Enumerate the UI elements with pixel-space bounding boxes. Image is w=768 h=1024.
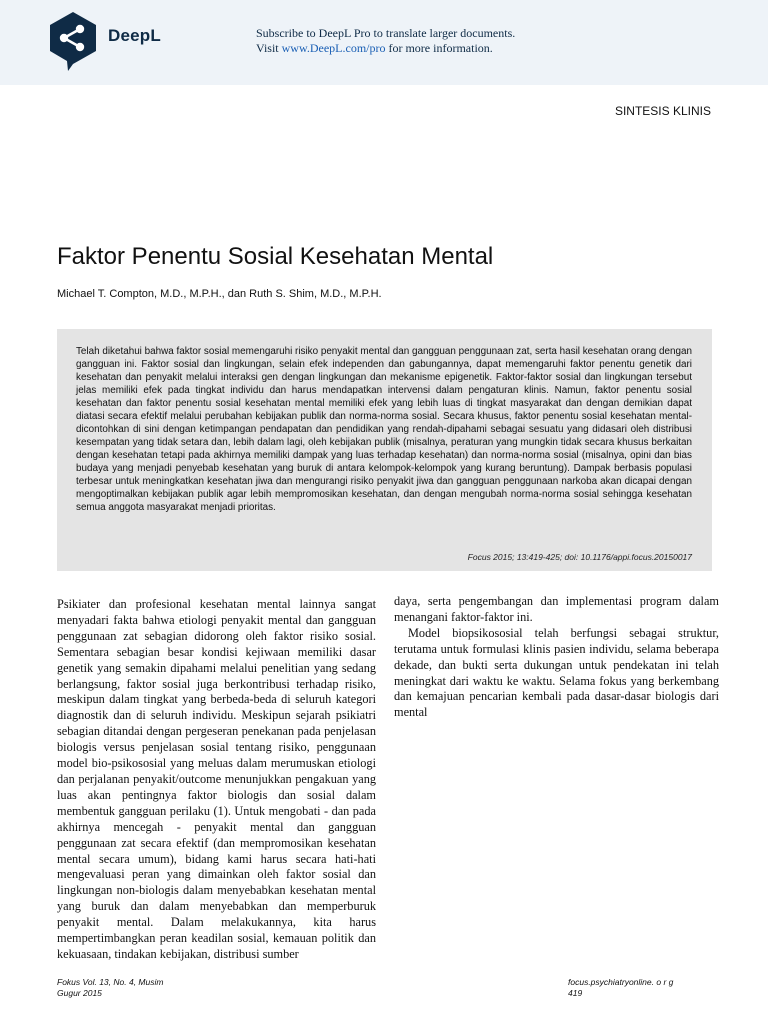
visit-line [256,41,515,56]
article-title: Faktor Penentu Sosial Kesehatan Mental [57,243,494,270]
footer-journal-info [57,977,163,999]
footer-journal-line: Fokus Vol. 13, No. 4, Musim [57,977,164,987]
footer-site-info [568,977,673,999]
deepl-pro-link[interactable]: www.DeepL.com/pro [281,41,386,55]
abstract-box [57,329,712,571]
visit-suffix: for more information. [385,41,493,55]
section-label: SINTESIS KLINIS [614,104,711,118]
citation: Focus 2015; 13:419-425; doi: 10.1176/appi.focus.20150017 [467,552,692,562]
deepl-logo-text[interactable]: DeepL [108,26,161,45]
abstract-text: Telah diketahui bahwa faktor sosial memengaruhi risiko penyakit mental dan gangguan penggunaan zat, serta hasil kesehatan orang dengan gangguan ini. Faktor sosial dan lingkungan, selain efek independen dan gabungannya, dapat memengaruhi faktor penentu genetik dari kesehatan dan penyakit melalui interaksi gen dengan lingkungan dan mekanisme epigenetik. Faktor-faktor sosial dan lingkungan tersebut jelas memiliki efek pada tingkat individu dan harus mendapatkan intervensi dalam pengaturan klinis. Namun, faktor penentu sosial kesehatan dan faktor penentu sosial kesehatan mental memiliki efek yang lebih luas di tingkat masyarakat dan dengan demikian dapat diatasi secara efektif melalui perubahan kebijakan publik dan norma-norma sosial. Secara khusus, faktor penentu sosial kesehatan mental-dicontohkan di sini dengan ketimpangan pendapatan dan pendidikan yang rendah-dipahami sebagai sesuatu yang didasari oleh distribusi kesempatan yang tidak setara dan, lebih dalam lagi, oleh kebijakan publik (misalnya, peraturan yang mungkin tidak secara khusus berkaitan dengan kesehatan tetapi pada akhirnya memiliki dampak yang luas terhadap kesehatan) dan norma-norma sosial (misalnya, opini dan bias budaya yang menjadi penyebab kesehatan yang buruk di antara kelompok-kelompok yang kurang beruntung). Dampak berbasis populasi terbesar untuk meningkatkan kesehatan jiwa dan mengurangi risiko penyakit jiwa dan gangguan penggunaan narkoba akan dicapai dengan mengoptimalkan kebijakan publik agar lebih mempromosikan kesehatan, dan dengan mengubah norma-norma sosial sehingga kesehatan semua anggota masyarakat menjadi prioritas. [76,346,692,513]
visit-prefix: Visit [256,41,282,55]
footer-season-line: Gugur 2015 [57,988,102,998]
body-column-left [57,597,376,963]
subscribe-line: Subscribe to DeepL Pro to translate larger documents. [256,26,516,40]
page-number: 419 [568,988,583,998]
body-paragraph: Psikiater dan profesional kesehatan mental lainnya sangat menyadari fakta bahwa etiologi penyakit mental dan gangguan penggunaan zat sebagian didorong oleh faktor risiko sosial. Sementara sebagian besar kondisi kejiwaan memiliki dasar genetik yang semakin dipahami melalui penelitian yang sedang berlangsung, faktor sosial juga berkontribusi terhadap risiko, meskipun dalam tingkat yang berbeda-beda di seluruh kategori diagnostik dan di seluruh individu. Meskipun sejarah psikiatri sebagian ditandai dengan pergeseran penekanan pada penjelasan biologis versus penjelasan sosial tentang risiko, penggunaan model bio-psikososial yang meluas dalam merumuskan etiologi dan perjalanan penyakit/outcome menunjukkan pengakuan yang luas akan pentingnya faktor biologis dan sosial dalam membentuk gangguan perilaku (1). Untuk mengobati - dan pada akhirnya mencegah - penyakit mental dan gangguan penggunaan zat secara efektif (dan mempromosikan kesehatan mental secara umum), bidang kami harus secara hati-hati mengevaluasi peran yang dimainkan oleh faktor sosial dan lingkungan non-biologis dalam menyebabkan kesehatan mental yang buruk dan dalam menyebabkan dan memperburuk penyakit mental. Dalam melakukannya, kita harus mempertimbangkan peran keadilan sosial, kemauan politik dan kekuasaan, tindakan kebijakan, distribusi sumber [57,597,376,961]
deepl-banner [0,0,768,85]
body-paragraph: Model biopsikososial telah berfungsi sebagai struktur, terutama untuk formulasi klinis pasien individu, selama beberapa dekade, dan bukti serta dukungan untuk pendekatan ini telah meningkat dari waktu ke waktu. Selama fokus yang berkembang dan kemajuan pencarian kembali pada dasar-dasar biologis dari mental [394,625,719,720]
deepl-logo-icon[interactable] [48,11,98,72]
subscribe-message [256,26,515,56]
article-authors: Michael T. Compton, M.D., M.P.H., dan Ruth S. Shim, M.D., M.P.H. [57,288,382,300]
body-column-right [394,594,719,721]
body-paragraph: daya, serta pengembangan dan implementasi program dalam menangani faktor-faktor ini. [394,594,719,624]
footer-site-url: focus.psychiatryonline. o r g [568,977,674,987]
